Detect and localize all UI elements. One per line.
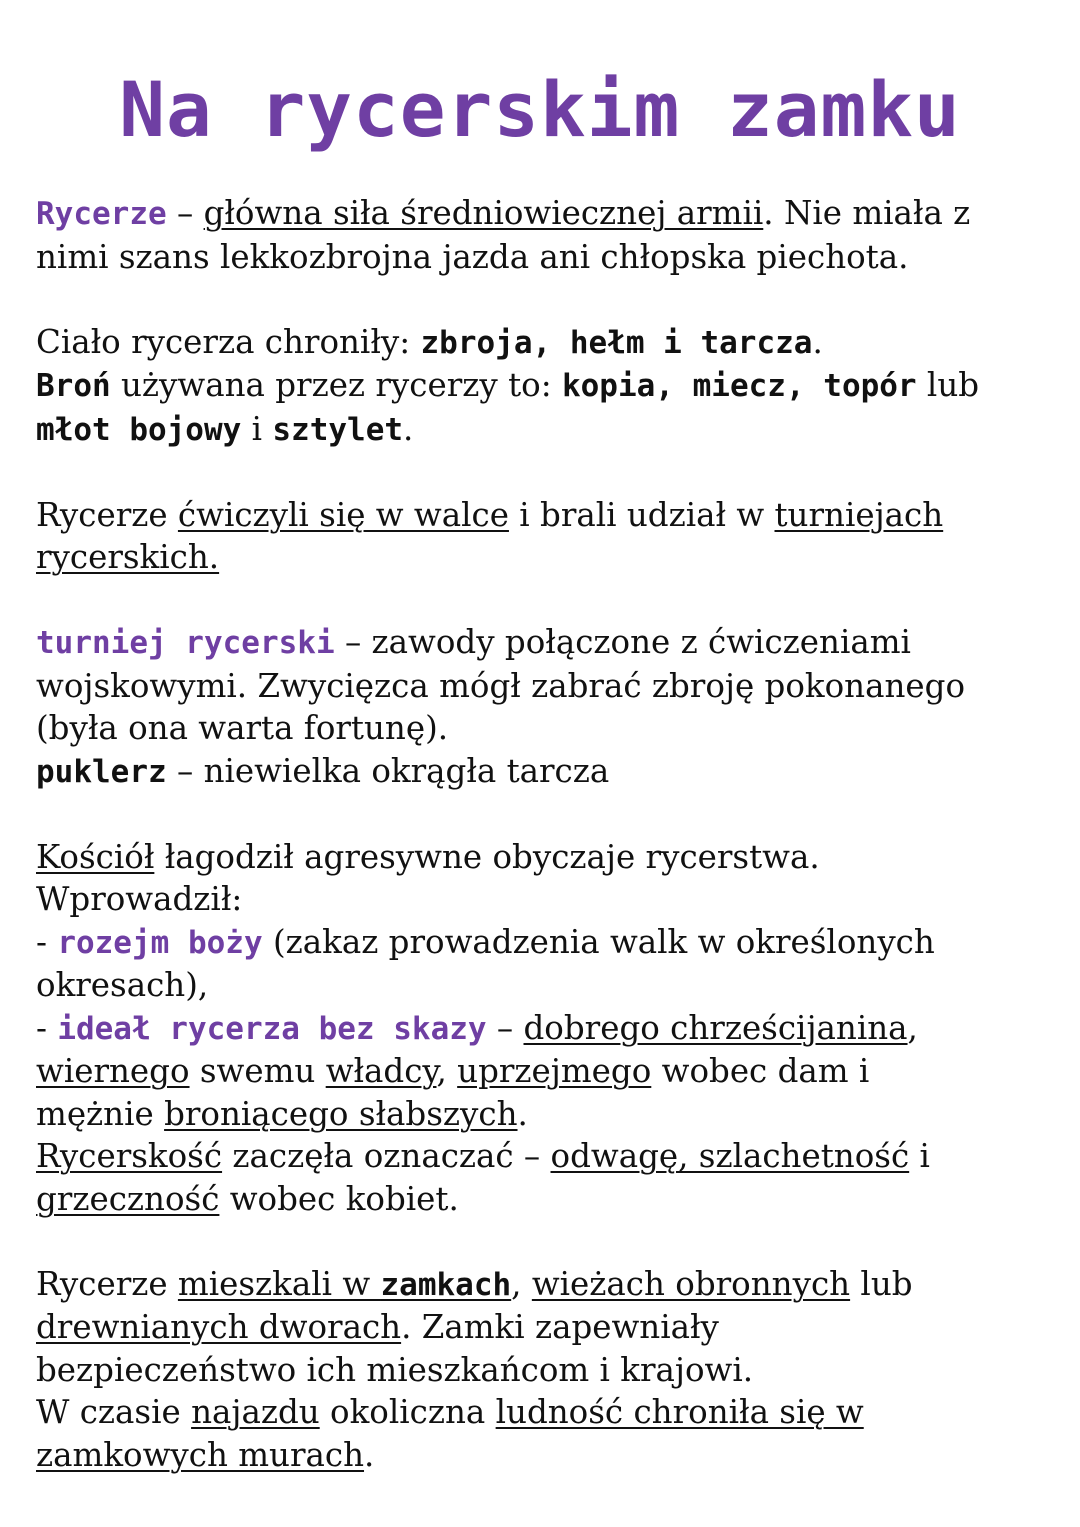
text: . Nie miała z xyxy=(763,194,971,232)
underlined-christian: dobrego chrześcijanina xyxy=(523,1008,908,1047)
paragraph-church xyxy=(36,836,1056,1221)
text: . xyxy=(403,409,414,448)
paragraph-training xyxy=(36,494,1056,579)
term-tournament: turniej rycerski xyxy=(36,625,335,661)
underlined-courtesy: grzeczność xyxy=(36,1179,220,1218)
underlined-polite: uprzejmego xyxy=(457,1052,652,1090)
note-content xyxy=(36,192,1056,1476)
paragraph-definitions xyxy=(36,621,1056,793)
text: Rycerze xyxy=(36,495,178,534)
text-line xyxy=(36,1263,1056,1307)
text: mężnie xyxy=(36,1094,165,1133)
underlined-training: ćwiczyli się w walce xyxy=(177,495,509,534)
bold-dagger: sztylet xyxy=(272,411,404,448)
text-line: okresach), xyxy=(36,966,209,1004)
bold-armor: zbroja, hełm i tarcza xyxy=(420,324,813,361)
dash: – xyxy=(166,194,204,232)
list-dash: - xyxy=(36,922,58,961)
text-line xyxy=(36,1135,1056,1178)
underlined-faithful: wiernego xyxy=(36,1052,190,1090)
text-line xyxy=(36,321,1056,365)
text-line: Wprowadził: xyxy=(36,880,243,918)
definition-underlined: główna siła średniowiecznej armii xyxy=(203,194,764,232)
bold-hammer: młot bojowy xyxy=(36,411,242,448)
paragraph-knights xyxy=(36,192,1056,278)
list-dash: - xyxy=(36,1008,58,1047)
text-line xyxy=(36,1007,1056,1051)
term-ideal-knight: ideał rycerza bez skazy xyxy=(57,1010,487,1047)
text-line xyxy=(36,921,1056,965)
text: i brali udział w xyxy=(508,495,775,534)
bold-castles: zamkach xyxy=(380,1266,512,1303)
paragraph-armor xyxy=(36,321,1056,452)
term-knights: Rycerze xyxy=(36,196,167,232)
underlined-population: ludność chroniła się w xyxy=(495,1393,864,1431)
text-line xyxy=(36,364,1056,408)
text-line xyxy=(36,1093,1056,1136)
text: lub xyxy=(916,366,980,404)
text: – xyxy=(486,1008,524,1047)
text-line xyxy=(36,536,1056,579)
text: i xyxy=(909,1137,930,1175)
underlined-towers: wieżach obronnych xyxy=(531,1264,851,1303)
text: łagodził agresywne obyczaje rycerstwa. xyxy=(154,837,820,876)
text-line: wojskowymi. Zwycięzca mógł zabrać zbroję pokonanego xyxy=(36,666,966,705)
underlined-lived xyxy=(178,1265,511,1303)
text-line xyxy=(36,494,1056,537)
underlined-defending: broniącego słabszych xyxy=(164,1094,518,1133)
underlined-invasion: najazdu xyxy=(191,1393,320,1431)
underlined-virtues: odwagę, szlachetność xyxy=(550,1137,910,1175)
underlined-walls: zamkowych murach xyxy=(36,1435,365,1474)
underlined-manors: drewnianych dworach xyxy=(36,1308,402,1346)
text-line xyxy=(36,1178,1056,1221)
underlined-chivalry: Rycerskość xyxy=(36,1137,223,1175)
text: zaczęła oznaczać – xyxy=(222,1137,551,1175)
bold-weapon: Broń xyxy=(36,368,111,404)
text: – niewielka okrągła tarcza xyxy=(166,751,610,790)
text: okoliczna xyxy=(319,1393,496,1431)
text: lub xyxy=(850,1264,913,1303)
text: mieszkali w xyxy=(177,1264,381,1303)
text-line: (była ona warta fortunę). xyxy=(36,709,449,747)
paragraph-castles xyxy=(36,1263,1056,1477)
text-line: bezpieczeństwo ich mieszkańcom i krajowi. xyxy=(36,1350,754,1389)
text-line xyxy=(36,621,1056,665)
page-title: Na rycerskim zamku xyxy=(119,65,961,154)
text: wobec kobiet. xyxy=(219,1179,459,1218)
text: . xyxy=(517,1094,528,1133)
text: , xyxy=(436,1052,458,1090)
text-line xyxy=(36,750,1056,794)
text-line xyxy=(36,192,1056,236)
text: , xyxy=(511,1264,532,1303)
text-line xyxy=(36,408,1056,452)
text: używana przez rycerzy to: xyxy=(110,366,562,404)
text: swemu xyxy=(189,1052,326,1090)
term-buckler: puklerz xyxy=(36,753,167,790)
text: . Zamki zapewniały xyxy=(401,1308,719,1346)
text: – zawody połączone z ćwiczeniami xyxy=(334,623,911,661)
text-line xyxy=(36,1306,1056,1349)
underlined-ruler: władcy xyxy=(325,1052,437,1090)
text: wobec dam i xyxy=(651,1052,870,1090)
text: (zakaz prowadzenia walk w określonych xyxy=(262,922,935,961)
term-truce: rozejm boży xyxy=(57,924,263,961)
underlined-tournaments-2: rycerskich. xyxy=(36,538,220,576)
text-line xyxy=(36,1050,1056,1093)
text-line: nimi szans lekkozbrojna jazda ani chłopska piechota. xyxy=(36,237,909,276)
text: , xyxy=(907,1008,918,1047)
bold-weapons-list: kopia, miecz, topór xyxy=(561,368,917,404)
text-line xyxy=(36,836,1056,879)
underlined-tournaments: turniejach xyxy=(774,495,944,534)
text-line xyxy=(36,1391,1056,1434)
text: . xyxy=(364,1435,375,1474)
text: i xyxy=(241,409,273,448)
underlined-church: Kościół xyxy=(36,837,155,876)
text: Ciało rycerza chroniły: xyxy=(36,322,421,361)
text: . xyxy=(812,322,823,361)
text: W czasie xyxy=(36,1393,192,1431)
text-line xyxy=(36,1434,1056,1477)
text: Rycerze xyxy=(36,1264,178,1303)
